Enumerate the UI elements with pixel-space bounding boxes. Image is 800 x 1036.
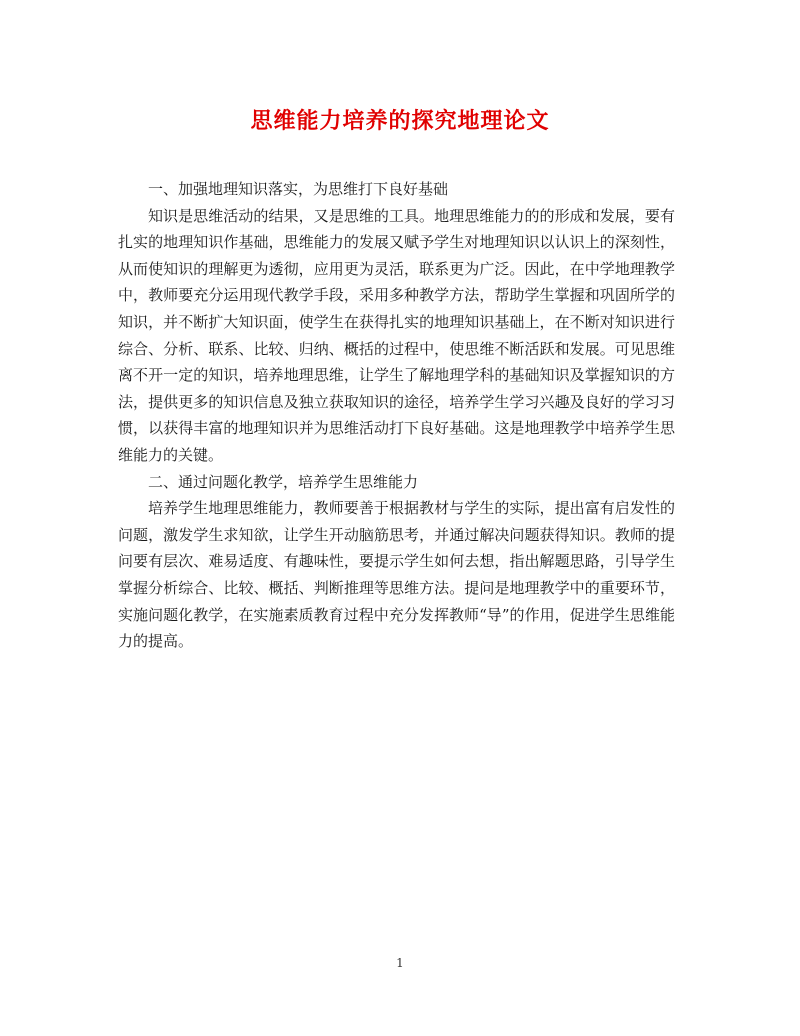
body-paragraph-2: 培养学生地理思维能力，教师要善于根据教材与学生的实际，提出富有启发性的问题，激发学生求知欲，让学生开动脑筋思考，并通过解决问题获得知识。教师的提问要有层次、难易适度、有趣味性，要提示学生如何去想，指出解题思路，引导学生掌握分析综合、比较、概括、判断推理等思维方法。提问是地理教学中的重要环节，实施问题化教学，在实施素质教育过程中充分发挥教师“导”的作用，促进学生思维能力的提高。 — [118, 499, 675, 651]
page-number: 1 — [396, 956, 404, 970]
section-heading-2: 二、通过问题化教学，培养学生思维能力 — [148, 472, 419, 491]
document-title: 思维能力培养的探究地理论文 — [250, 108, 550, 134]
document-body — [118, 176, 675, 655]
body-paragraph-1: 知识是思维活动的结果，又是思维的工具。地理思维能力的的形成和发展，要有扎实的地理知识作基础，思维能力的发展又赋予学生对地理知识以认识上的深刻性，从而使知识的理解更为透彻，应用更为灵活，联系更为广泛。因此，在中学地理教学中，教师要充分运用现代教学手段，采用多种教学方法，帮助学生掌握和巩固所学的知识，并不断扩大知识面，使学生在获得扎实的地理知识基础上，在不断对知识进行综合、分析、联系、比较、归纳、概括的过程中，使思维不断活跃和发展。可见思维离不开一定的知识，培养地理思维，让学生了解地理学科的基础知识及掌握知识的方法，提供更多的知识信息及独立获取知识的途径，培养学生学习兴趣及良好的学习习惯，以获得丰富的地理知识并为思维活动打下良好基础。这是地理教学中培养学生思维能力的关键。 — [118, 206, 675, 464]
section-heading-1: 一、加强地理知识落实，为思维打下良好基础 — [148, 180, 449, 198]
